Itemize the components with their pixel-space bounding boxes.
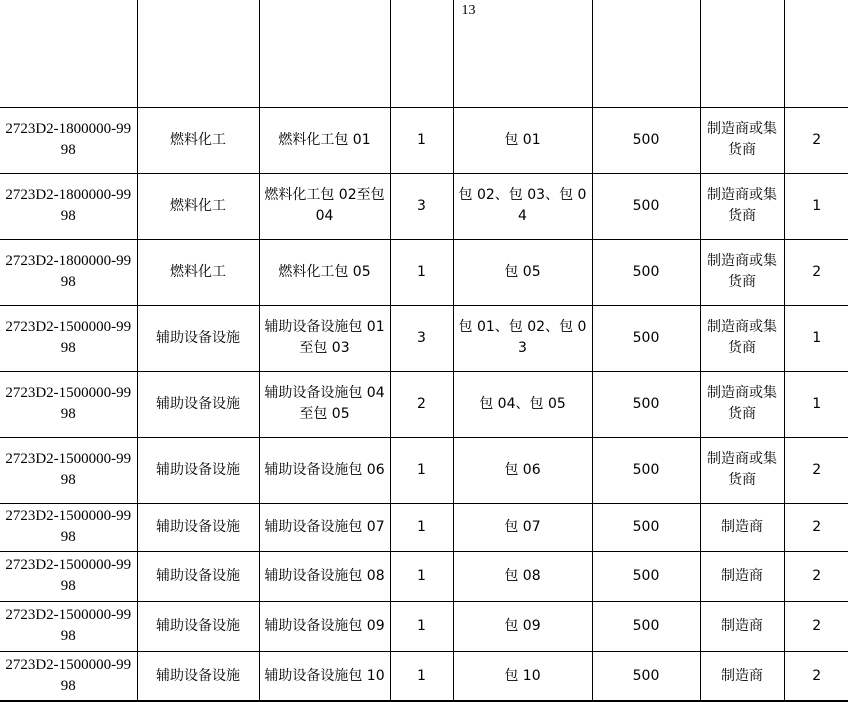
count-cell: 1: [390, 437, 453, 503]
packages-cell: 包 01: [453, 107, 592, 173]
table-body: [0, 107, 848, 701]
supplier-cell: 制造商: [700, 551, 784, 601]
amount-cell: 500: [592, 107, 700, 173]
amount-cell: 500: [592, 551, 700, 601]
amount-cell: [592, 0, 700, 107]
num-cell: 1: [784, 371, 848, 437]
code-cell: 2723D2-1500000-9998: [0, 651, 137, 701]
subpackage-cell: 辅助设备设施包 09: [259, 601, 390, 651]
amount-cell: 500: [592, 239, 700, 305]
table-row: [0, 551, 848, 601]
category-cell: 燃料化工: [137, 173, 259, 239]
supplier-cell: 制造商或集货商: [700, 107, 784, 173]
count-cell: 2: [390, 371, 453, 437]
num-cell: 1: [784, 305, 848, 371]
amount-cell: 500: [592, 503, 700, 551]
code-cell: 2723D2-1500000-9998: [0, 503, 137, 551]
table-row: [0, 503, 848, 551]
category-cell: 燃料化工: [137, 107, 259, 173]
category-cell: 燃料化工: [137, 239, 259, 305]
category-cell: 辅助设备设施: [137, 305, 259, 371]
count-cell: 3: [390, 173, 453, 239]
supplier-cell: 制造商: [700, 601, 784, 651]
category-cell: 辅助设备设施: [137, 601, 259, 651]
supplier-cell: 制造商: [700, 503, 784, 551]
table-row: [0, 371, 848, 437]
packages-cell: 包 04、包 05: [453, 371, 592, 437]
subpackage-cell: 燃料化工包 02至包 04: [259, 173, 390, 239]
table-row-continued: [0, 0, 848, 107]
category-cell: 辅助设备设施: [137, 437, 259, 503]
subpackage-cell: 辅助设备设施包 10: [259, 651, 390, 701]
packages-cell: 包 05: [453, 239, 592, 305]
amount-cell: 500: [592, 601, 700, 651]
amount-cell: 500: [592, 437, 700, 503]
count-cell: 1: [390, 107, 453, 173]
num-cell: 1: [784, 173, 848, 239]
category-cell: 辅助设备设施: [137, 651, 259, 701]
amount-cell: 500: [592, 173, 700, 239]
num-cell: 2: [784, 551, 848, 601]
table-row: [0, 173, 848, 239]
packages-cell: 包 10: [453, 651, 592, 701]
code-cell: 2723D2-1800000-9998: [0, 107, 137, 173]
subpackage-cell: 辅助设备设施包 04至包 05: [259, 371, 390, 437]
packages-cell: 13: [453, 0, 592, 107]
count-cell: 1: [390, 239, 453, 305]
category-cell: 辅助设备设施: [137, 551, 259, 601]
code-cell: 2723D2-1500000-9998: [0, 601, 137, 651]
subpackage-cell: [259, 0, 390, 107]
subpackage-cell: 辅助设备设施包 07: [259, 503, 390, 551]
packages-cell: 包 01、包 02、包 03: [453, 305, 592, 371]
packages-cell: 包 06: [453, 437, 592, 503]
count-cell: 1: [390, 503, 453, 551]
packages-cell: 包 07: [453, 503, 592, 551]
count-cell: [390, 0, 453, 107]
num-cell: 2: [784, 239, 848, 305]
count-cell: 1: [390, 601, 453, 651]
num-cell: 2: [784, 503, 848, 551]
code-cell: 2723D2-1500000-9998: [0, 437, 137, 503]
packages-cell: 包 08: [453, 551, 592, 601]
code-cell: 2723D2-1800000-9998: [0, 239, 137, 305]
table-row: [0, 437, 848, 503]
table-row: [0, 239, 848, 305]
code-cell: 2723D2-1500000-9998: [0, 551, 137, 601]
num-cell: [784, 0, 848, 107]
supplier-cell: 制造商或集货商: [700, 239, 784, 305]
supplier-cell: 制造商或集货商: [700, 371, 784, 437]
code-cell: 2723D2-1500000-9998: [0, 305, 137, 371]
packages-cell: 包 09: [453, 601, 592, 651]
amount-cell: 500: [592, 371, 700, 437]
num-cell: 2: [784, 601, 848, 651]
count-cell: 3: [390, 305, 453, 371]
table-row: [0, 601, 848, 651]
category-cell: 辅助设备设施: [137, 371, 259, 437]
subpackage-cell: 辅助设备设施包 01至包 03: [259, 305, 390, 371]
code-cell: 2723D2-1500000-9998: [0, 371, 137, 437]
subpackage-cell: 燃料化工包 01: [259, 107, 390, 173]
num-cell: 2: [784, 107, 848, 173]
amount-cell: 500: [592, 305, 700, 371]
code-cell: [0, 0, 137, 107]
code-cell: 2723D2-1800000-9998: [0, 173, 137, 239]
count-cell: 1: [390, 651, 453, 701]
subpackage-cell: 辅助设备设施包 06: [259, 437, 390, 503]
table-row: [0, 651, 848, 701]
supplier-cell: 制造商或集货商: [700, 305, 784, 371]
num-cell: 2: [784, 651, 848, 701]
supplier-cell: 制造商或集货商: [700, 173, 784, 239]
supplier-cell: [700, 0, 784, 107]
count-cell: 1: [390, 551, 453, 601]
packages-cell: 包 02、包 03、包 04: [453, 173, 592, 239]
table-row: [0, 107, 848, 173]
amount-cell: 500: [592, 651, 700, 701]
num-cell: 2: [784, 437, 848, 503]
supplier-cell: 制造商: [700, 651, 784, 701]
category-cell: 辅助设备设施: [137, 503, 259, 551]
subpackage-cell: 燃料化工包 05: [259, 239, 390, 305]
supplier-cell: 制造商或集货商: [700, 437, 784, 503]
category-cell: [137, 0, 259, 107]
table-row: [0, 305, 848, 371]
subpackage-cell: 辅助设备设施包 08: [259, 551, 390, 601]
